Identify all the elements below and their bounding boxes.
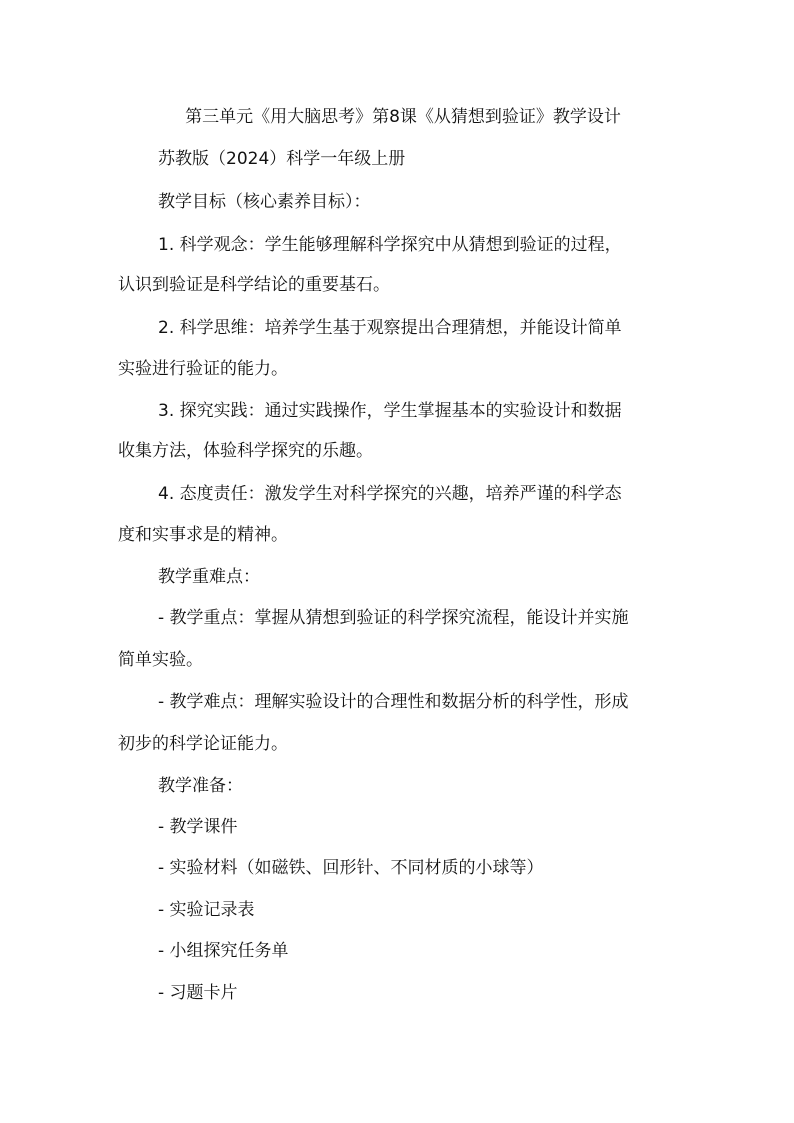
preparation-item-3: - 实验记录表 <box>158 900 255 920</box>
document-title: 第三单元《用大脑思考》第8课《从猜想到验证》教学设计 <box>185 107 621 127</box>
objective-4-line-1: 4. 态度责任：激发学生对科学探究的兴趣，培养严谨的科学态 <box>158 484 622 504</box>
objective-2-line-2: 实验进行验证的能力。 <box>118 359 288 379</box>
keypoint-focus-line-2: 简单实验。 <box>118 650 203 670</box>
preparation-item-1: - 教学课件 <box>158 817 238 837</box>
objective-1-line-1: 1. 科学观念：学生能够理解科学探究中从猜想到验证的过程， <box>158 235 622 255</box>
objective-3-line-2: 收集方法，体验科学探究的乐趣。 <box>118 441 373 461</box>
objective-1-line-2: 认识到验证是科学结论的重要基石。 <box>118 275 390 295</box>
preparation-item-5: - 习题卡片 <box>158 983 238 1003</box>
keypoints-heading: 教学重难点： <box>158 567 260 587</box>
objective-4-line-2: 度和实事求是的精神。 <box>118 525 288 545</box>
preparation-heading: 教学准备： <box>158 776 243 796</box>
keypoint-difficulty-line-1: - 教学难点：理解实验设计的合理性和数据分析的科学性，形成 <box>158 692 629 712</box>
keypoint-difficulty-line-2: 初步的科学论证能力。 <box>118 734 288 754</box>
document-subtitle: 苏教版（2024）科学一年级上册 <box>158 149 406 169</box>
objective-2-line-1: 2. 科学思维：培养学生基于观察提出合理猜想，并能设计简单 <box>158 318 622 338</box>
preparation-item-4: - 小组探究任务单 <box>158 941 289 961</box>
keypoint-focus-line-1: - 教学重点：掌握从猜想到验证的科学探究流程，能设计并实施 <box>158 608 629 628</box>
objectives-heading: 教学目标（核心素养目标）： <box>158 192 371 212</box>
preparation-item-2: - 实验材料（如磁铁、回形针、不同材质的小球等） <box>158 858 544 878</box>
objective-3-line-1: 3. 探究实践：通过实践操作，学生掌握基本的实验设计和数据 <box>158 401 622 421</box>
